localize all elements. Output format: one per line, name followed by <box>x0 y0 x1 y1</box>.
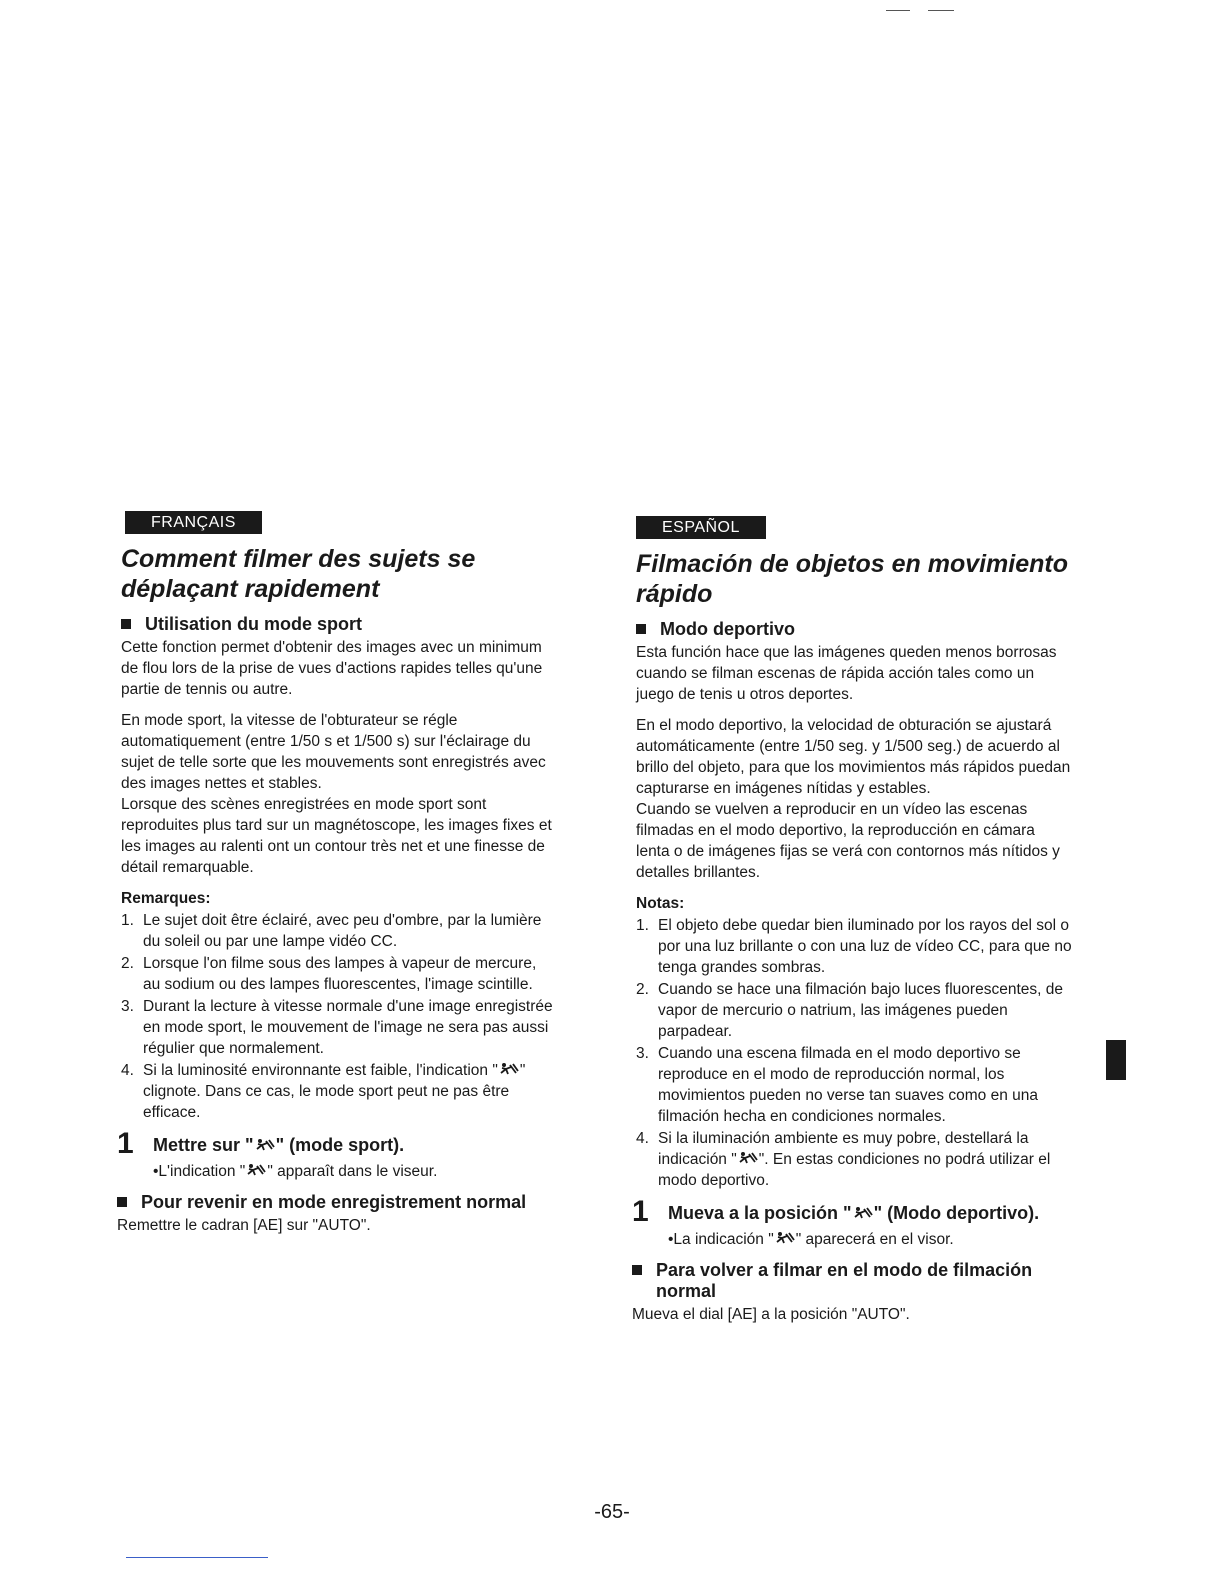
step-number: 1 <box>117 1127 134 1160</box>
bullet-text-part: •L'indication " <box>153 1163 246 1180</box>
page-title-spanish <box>636 549 1072 609</box>
note-item <box>121 910 557 952</box>
paragraph: Cette fonction permet d'obtenir des images avec un minimum de flou lors de la prise de vues d'actions rapides telles qu'une partie de tennis ou autre. <box>121 639 543 698</box>
note-number: 4. <box>636 1130 649 1147</box>
step-1 <box>117 1129 557 1159</box>
note-item <box>636 915 1072 978</box>
step-text-part: " (Modo deportivo). <box>873 1203 1040 1223</box>
paragraph: En mode sport, la vitesse de l'obturateur se régle automatiquement (entre 1/50 s et 1/500 s) sur l'éclairage du sujet de telle sorte que les mouvements sont enregistrés avec des images nettes et stables. <box>121 712 546 792</box>
section-heading-sport-mode <box>121 614 557 635</box>
note-text: Cuando una escena filmada en el modo deportivo se reproduce en el modo de reproducción normal, los movimientos pueden no verse tan suaves como en una filmación hecha en condiciones normales. <box>658 1045 1038 1125</box>
notes-label: Remarques: <box>121 890 211 907</box>
note-text <box>658 1128 1072 1191</box>
bullet-text-part: " apparaît dans le viseur. <box>267 1163 438 1180</box>
note-text: Durant la lecture à vitesse normale d'une image enregistrée en mode sport, le mouvement de l'image ne sera pas aussi régulier que normalement. <box>143 998 553 1057</box>
scan-mark <box>886 10 910 11</box>
square-bullet-icon <box>117 1197 127 1207</box>
title-line: Comment filmer des sujets se <box>121 545 476 573</box>
section-heading-text: Para volver a filmar en el modo de filmación normal <box>656 1260 1033 1301</box>
square-bullet-icon <box>632 1265 642 1275</box>
note-number: 2. <box>121 955 134 972</box>
step-instruction <box>153 1129 404 1156</box>
note-item <box>121 1060 557 1123</box>
note-text-part: Si la luminosité environnante est faible, l'indication " <box>143 1062 498 1079</box>
note-item <box>121 996 557 1059</box>
note-number: 3. <box>636 1045 649 1062</box>
paragraph: Cuando se vuelven a reproducir en un vídeo las escenas filmadas en el modo deportivo, la reproducción en cámara lenta o de imágenes fijas se verá con contornos más nítidos y detalles brillantes. <box>636 801 1060 881</box>
step-text-part: Mueva a la posición " <box>668 1203 852 1223</box>
sport-mode-icon <box>737 1151 759 1165</box>
sport-mode-icon <box>498 1062 520 1076</box>
french-column <box>117 511 557 1246</box>
paragraph: Remettre le cadran [AE] sur "AUTO". <box>117 1217 371 1234</box>
step-bullet <box>668 1229 1072 1250</box>
page-number: -65- <box>594 1501 630 1523</box>
step-text-part: Mettre sur " <box>153 1135 254 1155</box>
scan-line <box>126 1557 268 1558</box>
section-heading-text: Pour revenir en mode enregistrement normal <box>141 1192 527 1212</box>
spanish-column <box>632 516 1072 1335</box>
step-1 <box>632 1197 1072 1227</box>
notes-list <box>117 910 557 1123</box>
notes-list <box>632 915 1072 1191</box>
page-edge-tab <box>1106 1040 1126 1080</box>
sport-mode-icon <box>254 1138 276 1152</box>
sport-mode-icon <box>774 1231 796 1245</box>
note-number: 4. <box>121 1062 134 1079</box>
step-instruction <box>668 1197 1039 1224</box>
note-item <box>636 979 1072 1042</box>
title-line: déplaçant rapidement <box>121 575 380 603</box>
step-bullet <box>153 1161 557 1182</box>
note-item <box>636 1128 1072 1191</box>
language-tag-french: FRANÇAIS <box>125 511 262 534</box>
note-number: 1. <box>636 917 649 934</box>
section-heading-text: Utilisation du mode sport <box>145 614 363 634</box>
section-heading-normal-mode <box>632 1260 1072 1302</box>
section-heading-normal-mode <box>117 1192 557 1213</box>
title-line: rápido <box>636 580 713 608</box>
paragraph: Lorsque des scènes enregistrées en mode sport sont reproduites plus tard sur un magnétoscope, les images fixes et les images au ralenti ont un contour très net et une finesse de détail remarquable. <box>121 796 552 876</box>
notes-label: Notas: <box>636 895 685 912</box>
bullet-text-part: •La indicación " <box>668 1231 774 1248</box>
note-item <box>636 1043 1072 1127</box>
scan-mark <box>928 10 954 11</box>
note-text: Lorsque l'on filme sous des lampes à vapeur de mercure, au sodium ou des lampes fluorescentes, l'image scintille. <box>143 955 537 993</box>
language-tag-spanish: ESPAÑOL <box>636 516 766 539</box>
step-text-part: " (mode sport). <box>275 1135 405 1155</box>
note-text: El objeto debe quedar bien iluminado por los rayos del sol o por una luz brillante o con una luz de vídeo CC, para que no tenga grandes sombras. <box>658 917 1072 976</box>
bullet-text-part: " aparecerá en el visor. <box>795 1231 954 1248</box>
page-title-french <box>121 544 557 604</box>
note-text <box>143 1060 557 1123</box>
square-bullet-icon <box>636 624 646 634</box>
section-heading-text: Modo deportivo <box>660 619 795 639</box>
paragraph: Mueva el dial [AE] a la posición "AUTO". <box>632 1306 910 1323</box>
note-item <box>121 953 557 995</box>
title-line: Filmación de objetos en movimiento <box>636 550 1069 578</box>
note-text-part: " clignote. Dans ce cas, le mode sport peut ne pas être efficace. <box>143 1062 526 1121</box>
note-number: 1. <box>121 912 134 929</box>
paragraph: En el modo deportivo, la velocidad de obturación se ajustará automáticamente (entre 1/50 seg. y 1/500 seg.) de acuerdo al brillo del objeto, para que los movimientos más rápidos puedan capturarse en imágenes nítidas y estables. <box>636 717 1071 797</box>
sport-mode-icon <box>852 1206 874 1220</box>
sport-mode-icon <box>245 1163 267 1177</box>
step-number: 1 <box>632 1195 649 1228</box>
note-text: Cuando se hace una filmación bajo luces fluorescentes, de vapor de mercurio o natrium, las imágenes pueden parpadear. <box>658 981 1063 1040</box>
note-text-part: Si la iluminación ambiente es muy pobre, destellará la indicación " <box>658 1130 1029 1168</box>
note-text: Le sujet doit être éclairé, avec peu d'ombre, par la lumière du soleil ou par une lampe vidéo CC. <box>143 912 542 950</box>
square-bullet-icon <box>121 619 131 629</box>
note-number: 3. <box>121 998 134 1015</box>
section-heading-sport-mode <box>636 619 1072 640</box>
note-text-part: ". En estas condiciones no podrá utilizar el modo deportivo. <box>658 1151 1051 1189</box>
paragraph: Esta función hace que las imágenes queden menos borrosas cuando se filman escenas de rápida acción tales como un juego de tenis u otros deportes. <box>636 644 1057 703</box>
note-number: 2. <box>636 981 649 998</box>
